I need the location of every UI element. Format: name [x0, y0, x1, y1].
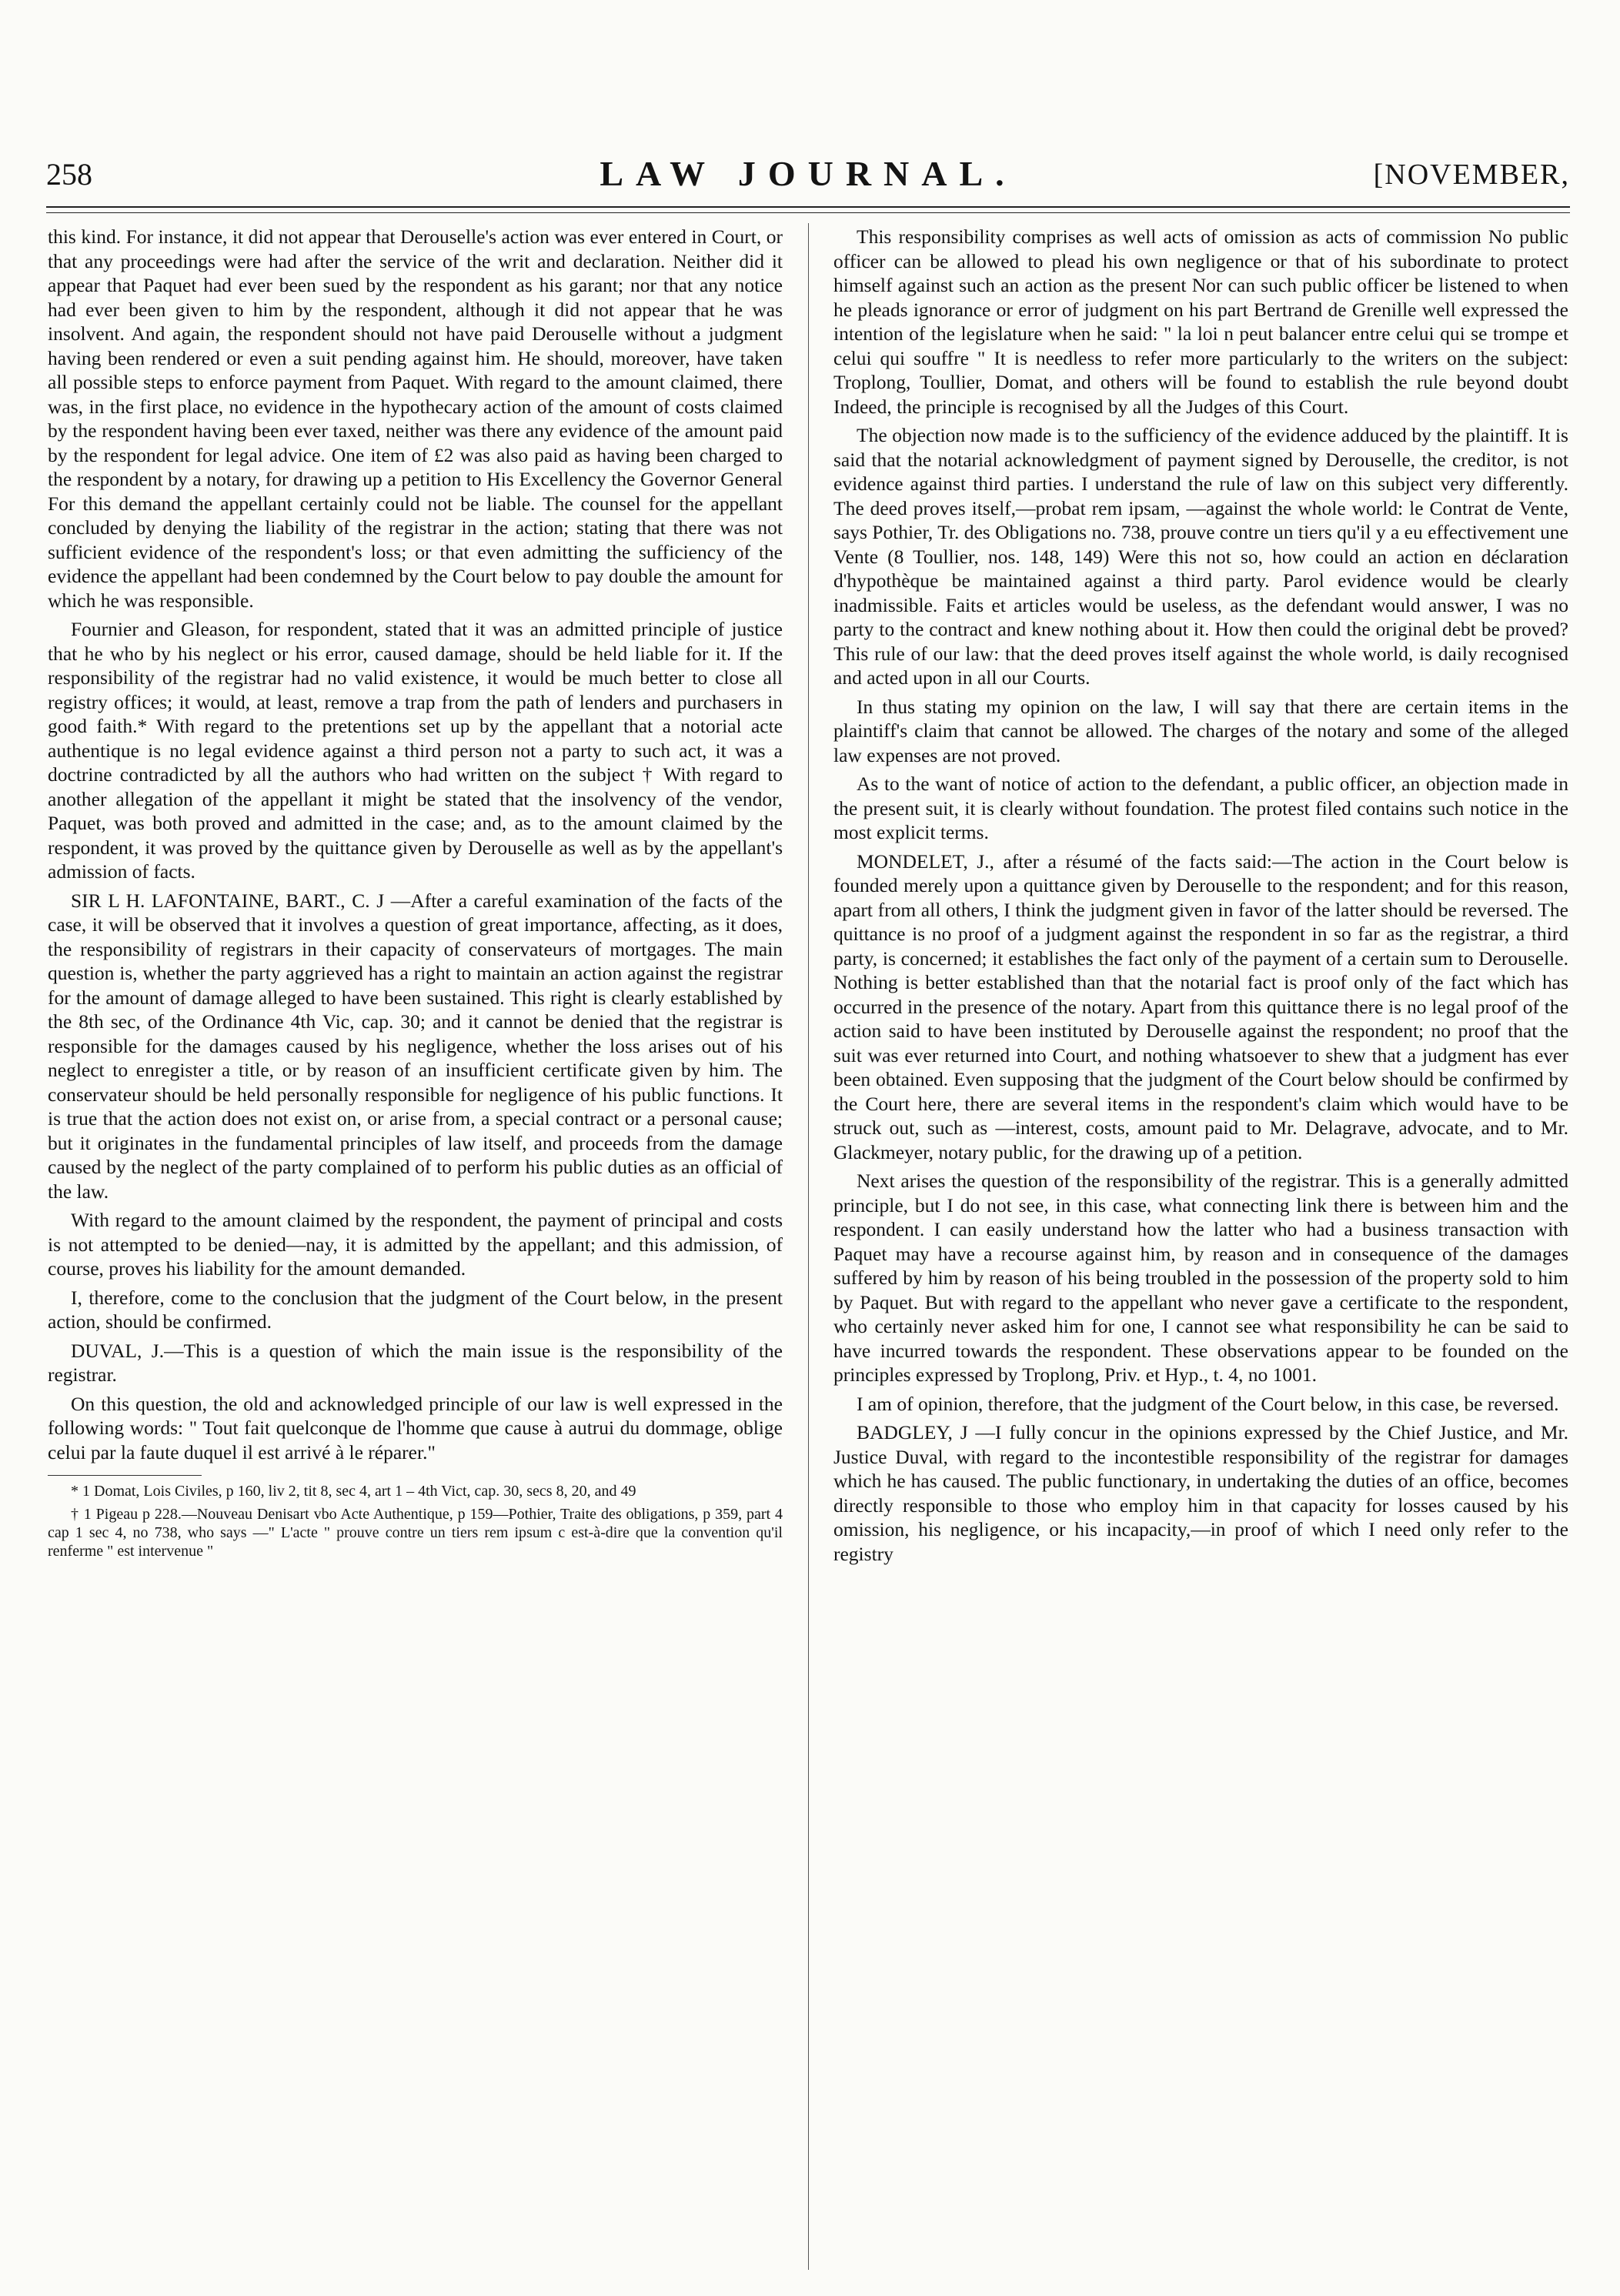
paragraph: In thus stating my opinion on the law, I will say that there are certain items in the plaintiff's claim that cannot be allowed. The charges of the notary and some of the alleged law expenses are not proved.: [833, 695, 1568, 766]
column-divider: [808, 223, 809, 2270]
footnote: † 1 Pigeau p 228.—Nouveau Denisart vbo Acte Authentique, p 159—Pothier, Traite des obligations, p 359, part 4 cap 1 sec 4, no 738, who says —" L'acte " prouve contre un tiers rem ipsum c est-à-dire que la convention qu'il renferme " est intervenue ": [48, 1506, 783, 1560]
paragraph: Next arises the question of the responsibility of the registrar. This is a generally admitted principle, but I do not see, in this case, what connecting link there is between him and the respondent. I can easily understand how the latter who had a business transaction with Paquet may have a recourse against him, by reason and in consequence of the damages suffered by him by reason of his being troubled in the possession of the property sold to him by Paquet. But with regard to the appellant who never gave a certificate to the respondent, who certainly never asked him for one, I cannot see what responsibility he can be said to have incurred towards the respondent. These observations appear to be founded on the principles expressed by Troplong, Priv. et Hyp., t. 4, no 1001.: [833, 1170, 1568, 1386]
page-number: 258: [46, 157, 92, 192]
paragraph: On this question, the old and acknowledged principle of our law is well expressed in the following words: " Tout fait quelconque de l'homme que cause à autrui du dommage, oblige celui par la faute duquel il est arrivé à le réparer.": [48, 1392, 783, 1463]
paragraph: DUVAL, J.—This is a question of which the main issue is the responsibility of the registrar.: [48, 1339, 783, 1386]
paragraph: Fournier and Gleason, for respondent, stated that it was an admitted principle of justice that he who by his neglect or his error, caused damage, should be held liable for it. If the responsibility of the registrar had no valid existence, it would be much better to close all registry offices; it would, at least, remove a trap from the path of lenders and purchasers in good faith.* With regard to the pretentions set up by the appellant that a notorial acte authentique is no legal evidence against a third person not a party to such act, it was a doctrine contradicted by all the authors who had written on the subject † With regard to another allegation of the appellant it might be stated that the insolvency of the vendor, Paquet, was both proved and admitted in the case; and, as to the amount claimed by the respondent, it was proved by the quittance given by Derouselle as well as by the appellant's admission of facts.: [48, 618, 783, 883]
paragraph: This responsibility comprises as well acts of omission as acts of commission No public officer can be allowed to plead his own negligence or that of his subordinate to protect himself against such an action as the present Nor can such public officer be listened to when he pleads ignorance or error of judgment on his part Bertrand de Grenille well expressed the intention of the legislature when he said: " la loi n peut balancer entre celui qui se trompe et celui qui souffre " It is needless to refer more particularly to the writers on the subject: Troplong, Toullier, Domat, and others will be found to establish the rule beyond doubt Indeed, the principle is recognised by all the Judges of this Court.: [833, 225, 1568, 418]
paragraph: I, therefore, come to the conclusion that the judgment of the Court below, in the present action, should be confirmed.: [48, 1286, 783, 1333]
header-month: [NOVEMBER,: [1373, 159, 1570, 191]
paragraph: With regard to the amount claimed by the respondent, the payment of principal and costs is not attempted to be denied—nay, it is admitted by the appellant; and this admission, of course, proves his liability for the amount demanded.: [48, 1209, 783, 1280]
header-rule-thin: [46, 212, 1570, 213]
paragraph: As to the want of notice of action to the defendant, a public officer, an objection made in the present suit, it is clearly without foundation. The protest filed contains such notice in the most explicit terms.: [833, 773, 1568, 843]
left-column: [48, 225, 783, 2271]
running-header: [46, 150, 1570, 204]
paragraph: The objection now made is to the sufficiency of the evidence adduced by the plaintiff. It is said that the notarial acknowledgment of payment signed by Derouselle, the creditor, is not evidence against third parties. I understand the rule of law on this subject very differently. The deed proves itself,—probat rem ipsam, —against the whole world: le Contrat de Vente, says Pothier, Tr. des Obligations no. 738, prouve contre un tiers qu'il y a eu effectivement une Vente (8 Toullier, nos. 148, 149) Were this not so, how could an action en déclaration d'hypothèque be maintained against a third party. Parol evidence would be clearly inadmissible. Faits et articles would be useless, as the defendant would answer, I was no party to the contract and knew nothing about it. How then could the original debt be proved? This rule of our law: that the deed proves itself against the whole world, is daily recognised and acted upon in all our Courts.: [833, 424, 1568, 689]
paragraph: this kind. For instance, it did not appear that Derouselle's action was ever entered in Court, or that any proceedings were had after the service of the writ and declaration. Neither did it appear that Paquet had ever been sued by the respondent as his garant; nor that any notice had ever been given to him by the respondent, although it did not appear that he was insolvent. And again, the respondent should not have paid Derouselle without a judgment having been rendered or even a suit pending against him. He should, moreover, have taken all possible steps to enforce payment from Paquet. With regard to the amount claimed, there was, in the first place, no evidence in the hypothecary action of the amount of costs claimed by the respondent having been ever taxed, neither was there any evidence of the amount paid by the respondent for legal advice. One item of £2 was also paid as having been charged to the respondent by a notary, for drawing up a petition to His Excellency the Governor General For this demand the appellant certainly could not be liable. The counsel for the appellant concluded by denying the liability of the registrar in the action; stating that there was not sufficient evidence of the respondent's loss; or that even admitting the sufficiency of the evidence the appellant had been condemned by the Court below to pay double the amount for which he was responsible.: [48, 225, 783, 612]
header-rule: [46, 206, 1570, 208]
right-column: [833, 225, 1568, 2271]
footnote: * 1 Domat, Lois Civiles, p 160, liv 2, tit 8, sec 4, art 1 – 4th Vict, cap. 30, secs 8, 20, and 49: [71, 1483, 636, 1500]
paragraph: I am of opinion, therefore, that the judgment of the Court below, in this case, be reversed.: [857, 1392, 1559, 1415]
paragraph: BADGLEY, J —I fully concur in the opinions expressed by the Chief Justice, and Mr. Justice Duval, with regard to the incontestible responsibility of the registrar for damages which he has caused. The public functionary, in undertaking the duties of an office, becomes directly responsible to those who employ him in that capacity for losses caused by his omission, his negligence, or his incapacity,—in proof of which I need only refer to the registry: [833, 1421, 1568, 1565]
paragraph: SIR L H. LAFONTAINE, BART., C. J —After a careful examination of the facts of the case, it will be observed that it involves a question of great importance, affecting, as it does, the responsibility of registrars in their capacity of conservateurs of mortgages. The main question is, whether the party aggrieved has a right to maintain an action against the registrar for the amount of damage alleged to have been sustained. This right is clearly established by the 8th sec, of the Ordinance 4th Vic, cap. 30; and it cannot be denied that the registrar is responsible for the damages caused by his negligence, whether the loss arises out of his neglect to enregister a title, or by reason of an insufficient certificate given by him. The conservateur should be held personally responsible for negligence of his public functions. It is true that the action does not exist on, or arise from, a special contract or a personal cause; but it originates in the fundamental principles of law itself, and proceeds from the damage caused by the neglect of the party complained of to perform his public duties as an official of the law.: [48, 889, 783, 1203]
paragraph: MONDELET, J., after a résumé of the facts said:—The action in the Court below is founded merely upon a quittance given by Derouselle to the respondent; and for this reason, apart from all others, I think the judgment given in favor of the latter should be reversed. The quittance is no proof of a judgment against the respondent in so far as the registrar, a third party, is concerned; it establishes the fact only of the payment of a certain sum to Derouselle. Nothing is better established than that the notarial fact is proof only of the fact which has occurred in the presence of the notary. Apart from this quittance there is no legal proof of the action said to have been instituted by Derouselle against the respondent; no proof that the suit was ever returned into Court, and nothing whatsoever to shew that a judgment has ever been obtained. Even supposing that the judgment of the Court below should be confirmed by the Court here, there are several items in the respondent's claim which would have to be struck out, such as —interest, costs, amount paid to Mr. Delagrave, advocate, and to Mr. Glackmeyer, notary public, for the drawing up of a petition.: [833, 849, 1568, 1163]
footnote-rule: [48, 1475, 202, 1476]
journal-title: LAW JOURNAL.: [600, 154, 1017, 193]
